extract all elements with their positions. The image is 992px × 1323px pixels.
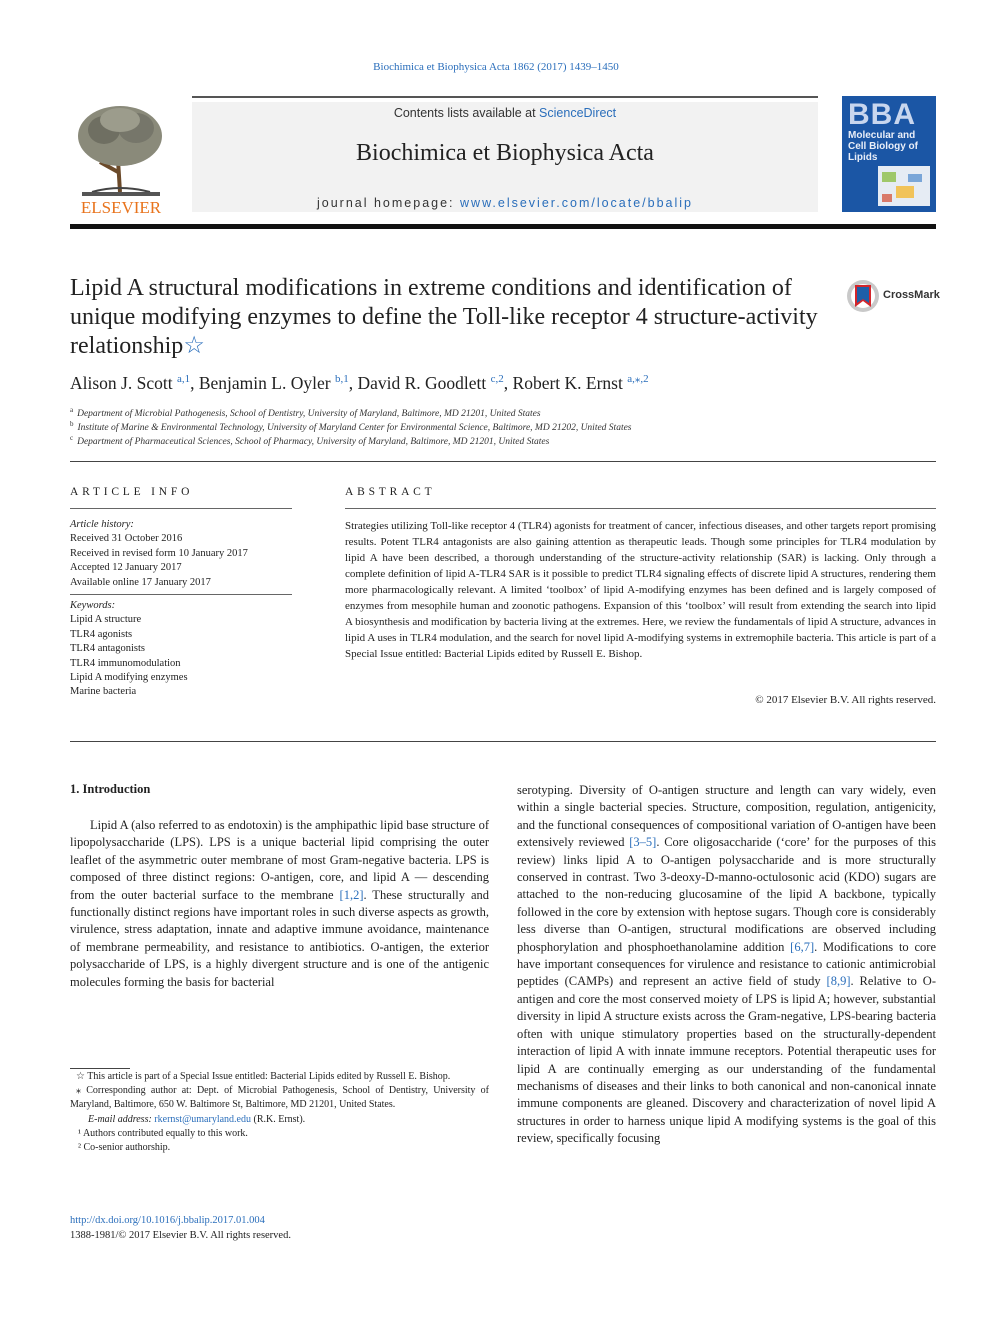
history-item: Received 31 October 2016 (70, 533, 183, 545)
crossmark-badge[interactable] (846, 279, 946, 315)
article-info-rule (70, 508, 292, 509)
keyword-item: Marine bacteria (70, 686, 137, 698)
author-name[interactable]: David R. Goodlett (357, 372, 487, 393)
keyword-item: Lipid A structure (70, 614, 142, 626)
author-name[interactable]: Alison J. Scott (70, 372, 173, 393)
journal-homepage-line (192, 196, 818, 210)
body-text: serotyping. Diversity of O-antigen structure and length can vary widely, even within a single bacterial species. Structure, composition, regulation, antigenicity, and the functional consequences of compositional variation of O-antigen have been extensively reviewed (517, 783, 936, 850)
author-name[interactable]: Benjamin L. Oyler (198, 372, 331, 393)
footnote-co-senior: ² Co-senior authorship. (78, 1142, 171, 1154)
abstract-heading: ABSTRACT (345, 486, 436, 498)
section-heading-introduction: 1. Introduction (70, 782, 151, 796)
crossmark-label: CrossMark (883, 289, 940, 301)
affiliation-text: Department of Pharmaceutical Sciences, School of Pharmacy, University of Maryland, Baltimore, MD 21201, United States (77, 437, 550, 448)
intro-right-column (517, 782, 936, 1148)
homepage-prefix: journal homepage: (316, 196, 461, 210)
reference-link[interactable]: [3–5] (629, 835, 657, 850)
cover-illustration (878, 166, 930, 206)
homepage-link[interactable]: www.elsevier.com/locate/bbalip (460, 196, 694, 210)
history-label: Article history: (70, 519, 134, 530)
title-footnote-star[interactable]: ☆ (183, 333, 205, 359)
doi-link[interactable]: http://dx.doi.org/10.1016/j.bbalip.2017.01.004 (70, 1215, 265, 1226)
affiliation-line (70, 406, 541, 419)
affiliation-line (70, 434, 549, 447)
section-divider (70, 461, 936, 462)
abstract-rule (345, 508, 936, 509)
history-item: Accepted 12 January 2017 (70, 562, 182, 574)
body-text: . Modifications to core have important consequences for virulence and resistance to cationic antimicrobial peptides (CAMPs) and represent an active field of study (517, 939, 936, 989)
cover-logo: BBA (848, 98, 916, 131)
elsevier-logo[interactable] (70, 100, 172, 218)
affiliation-text: Institute of Marine & Environmental Technology, University of Maryland Center for Environmental Science, Baltimore, MD 21202, United States (77, 423, 632, 434)
abstract-copyright: © 2017 Elsevier B.V. All rights reserved. (755, 694, 936, 706)
affiliation-line (70, 420, 632, 433)
author-affiliation-marks[interactable]: a,⁎,2 (627, 373, 649, 385)
keyword-item: Lipid A modifying enzymes (70, 672, 188, 684)
contents-available-line (192, 106, 818, 120)
cover-subtitle: Molecular and Cell Biology of Lipids (848, 130, 918, 163)
author-list (70, 372, 649, 394)
email-label: E-mail address: (88, 1113, 155, 1125)
body-text: . Relative to O-antigen and core the most conserved moiety of LPS is lipid A; however, substantial diversity in lipid A structure exists across the Gram-negative, LPS-bearing bacteria often with unique stimulatory properties based on the structurally-dependent interaction of lipid A with innate immune receptors. Potential therapeutic uses for lipid A are continually emerging as our understanding of the fundamental mechanisms of diseases and their links to both canonical and non-canonical innate immune components are gleaned. Discovery and characterization of novel lipid A structures in order to harness unique lipid A modifying systems is the goal of this review, specifically focusing (517, 974, 936, 1146)
email-suffix: (R.K. Ernst). (250, 1113, 306, 1125)
keyword-item: TLR4 antagonists (70, 643, 145, 655)
history-item: Received in revised form 10 January 2017 (70, 547, 248, 559)
keywords-label: Keywords: (70, 600, 116, 612)
email-link[interactable]: rkernst@umaryland.edu (154, 1113, 251, 1125)
footnote-special-issue: ☆ This article is part of a Special Issue entitled: Bacterial Lipids edited by Russell E. Bishop. (76, 1071, 451, 1082)
author-name[interactable]: Robert K. Ernst (512, 372, 623, 393)
crossmark-icon (846, 279, 880, 315)
affiliation-text: Department of Microbial Pathogenesis, School of Dentistry, University of Maryland, Baltimore, MD 21201, United States (77, 409, 541, 420)
affiliation-mark: a (70, 406, 74, 414)
abstract-text: Strategies utilizing Toll-like receptor 4 (TLR4) agonists for treatment of cancer, infectious diseases, and other targets report promising results. Potent TLR4 antagonists are also gaining attention as therapeutic leads. Though some principles for TLR4 modulation by lipid A have been described, a thorough understanding of the structure-activity relationship (SAR) is lacking. Only through a complete definition of lipid A-TLR4 SAR is it possible to predict TLR4 signaling effects of discrete lipid A structures, rendering them more pharmacologically relevant. A limited ‘toolbox’ of lipid A-modifying enzymes has been defined and is largely composed of enzymes from mesophile human and zoonotic pathogens. Expansion of this ‘toolbox’ will result from extending the search into lipid A biosynthesis and modification by bacteria living at the extremes. Here, we review the fundamentals of lipid A structure, advances in lipid A uses in TLR4 modulation, and the search for novel lipid A-modifying systems in extremophile bacteria. This article is part of a Special Issue entitled: Bacterial Lipids edited by Russell E. Bishop. (345, 520, 936, 660)
reference-link[interactable]: [6,7] (790, 939, 815, 954)
body-text: . Core oligosaccharide (‘core’ for the purposes of this review) links lipid A to O-antigen polysaccharide and is more structurally conserved in contrast. Two 3-deoxy-D-manno-octulosonic acid (KDO) sugars are attached to the non-reducing glucosamine of the lipid A backbone, typically followed in the core by extension with heptose sugars. Though core is considerably less diverse than O-antigen, structural modifications are observed including phosphorylation and phosphoethanolamine addition (517, 835, 936, 954)
article-title-text: Lipid A structural modifications in extreme conditions and identification of unique modifying enzymes to define the Toll-like receptor 4 structure-activity relationship (70, 275, 818, 359)
issn-copyright: 1388-1981/© 2017 Elsevier B.V. All rights reserved. (70, 1230, 291, 1241)
footnote-email (70, 1113, 489, 1127)
author-affiliation-marks[interactable]: a,1 (176, 373, 191, 385)
header-top-rule (192, 96, 818, 98)
article-info-heading: ARTICLE INFO (70, 486, 194, 498)
keywords-rule (70, 594, 292, 595)
footnote-equal-contribution: ¹ Authors contributed equally to this work. (78, 1127, 248, 1139)
reference-link[interactable]: [8,9] (826, 974, 851, 989)
elsevier-tree-icon (70, 100, 172, 218)
sciencedirect-link[interactable]: ScienceDirect (539, 106, 617, 120)
elsevier-wordmark: ELSEVIER (80, 198, 162, 217)
section-divider (70, 741, 936, 742)
article-title (70, 274, 830, 361)
author-affiliation-marks[interactable]: c,2 (490, 373, 504, 385)
journal-cover-thumbnail[interactable] (842, 96, 936, 212)
footnotes (70, 1068, 489, 1155)
body-text: . These structurally and functionally distinct regions have important roles in such diverse aspects as growth, virulence, stress adaptation, innate and adaptive immune avoidance, maintenance of membrane permeability, and resistance to antibiotics. O-antigen, the exterior polysaccharide of LPS, is a highly divergent structure and is one of the antigenic molecules forming the basis for bacterial (70, 887, 489, 989)
history-item: Available online 17 January 2017 (70, 576, 211, 588)
journal-citation[interactable]: Biochimica et Biophysica Acta 1862 (2017) 1439–1450 (373, 61, 619, 73)
intro-left-column (70, 817, 489, 991)
contents-prefix: Contents lists available at (393, 106, 540, 120)
author-separator: , (190, 372, 199, 393)
author-separator: , (348, 372, 358, 393)
author-separator: , (503, 372, 513, 393)
reference-link[interactable]: [1,2] (339, 887, 364, 902)
header-thick-rule (70, 224, 936, 229)
affiliation-mark: c (70, 434, 74, 442)
footnote-corresponding-author: ⁎ Corresponding author at: Dept. of Microbial Pathogenesis, School of Dentistry, University of Maryland, Baltimore, 650 W. Baltimore St, Baltimore, MD 21201, United States. (70, 1085, 489, 1111)
keyword-item: TLR4 agonists (70, 628, 133, 640)
author-affiliation-marks[interactable]: b,1 (334, 373, 349, 385)
article-info-block (70, 518, 292, 700)
journal-title: Biochimica et Biophysica Acta (356, 140, 654, 166)
body-text: Lipid A (also referred to as endotoxin) is the amphipathic lipid base structure of lipopolysaccharide (LPS). LPS is a unique bacterial lipid comprising the outer leaflet of the asymmetric outer membrane of most Gram-negative bacteria. LPS is composed of three distinct regions: O-antigen, core, and lipid A — descending from the outer bacterial surface to the membrane (70, 818, 489, 902)
affiliation-mark: b (70, 420, 74, 428)
keyword-item: TLR4 immunomodulation (70, 657, 181, 669)
